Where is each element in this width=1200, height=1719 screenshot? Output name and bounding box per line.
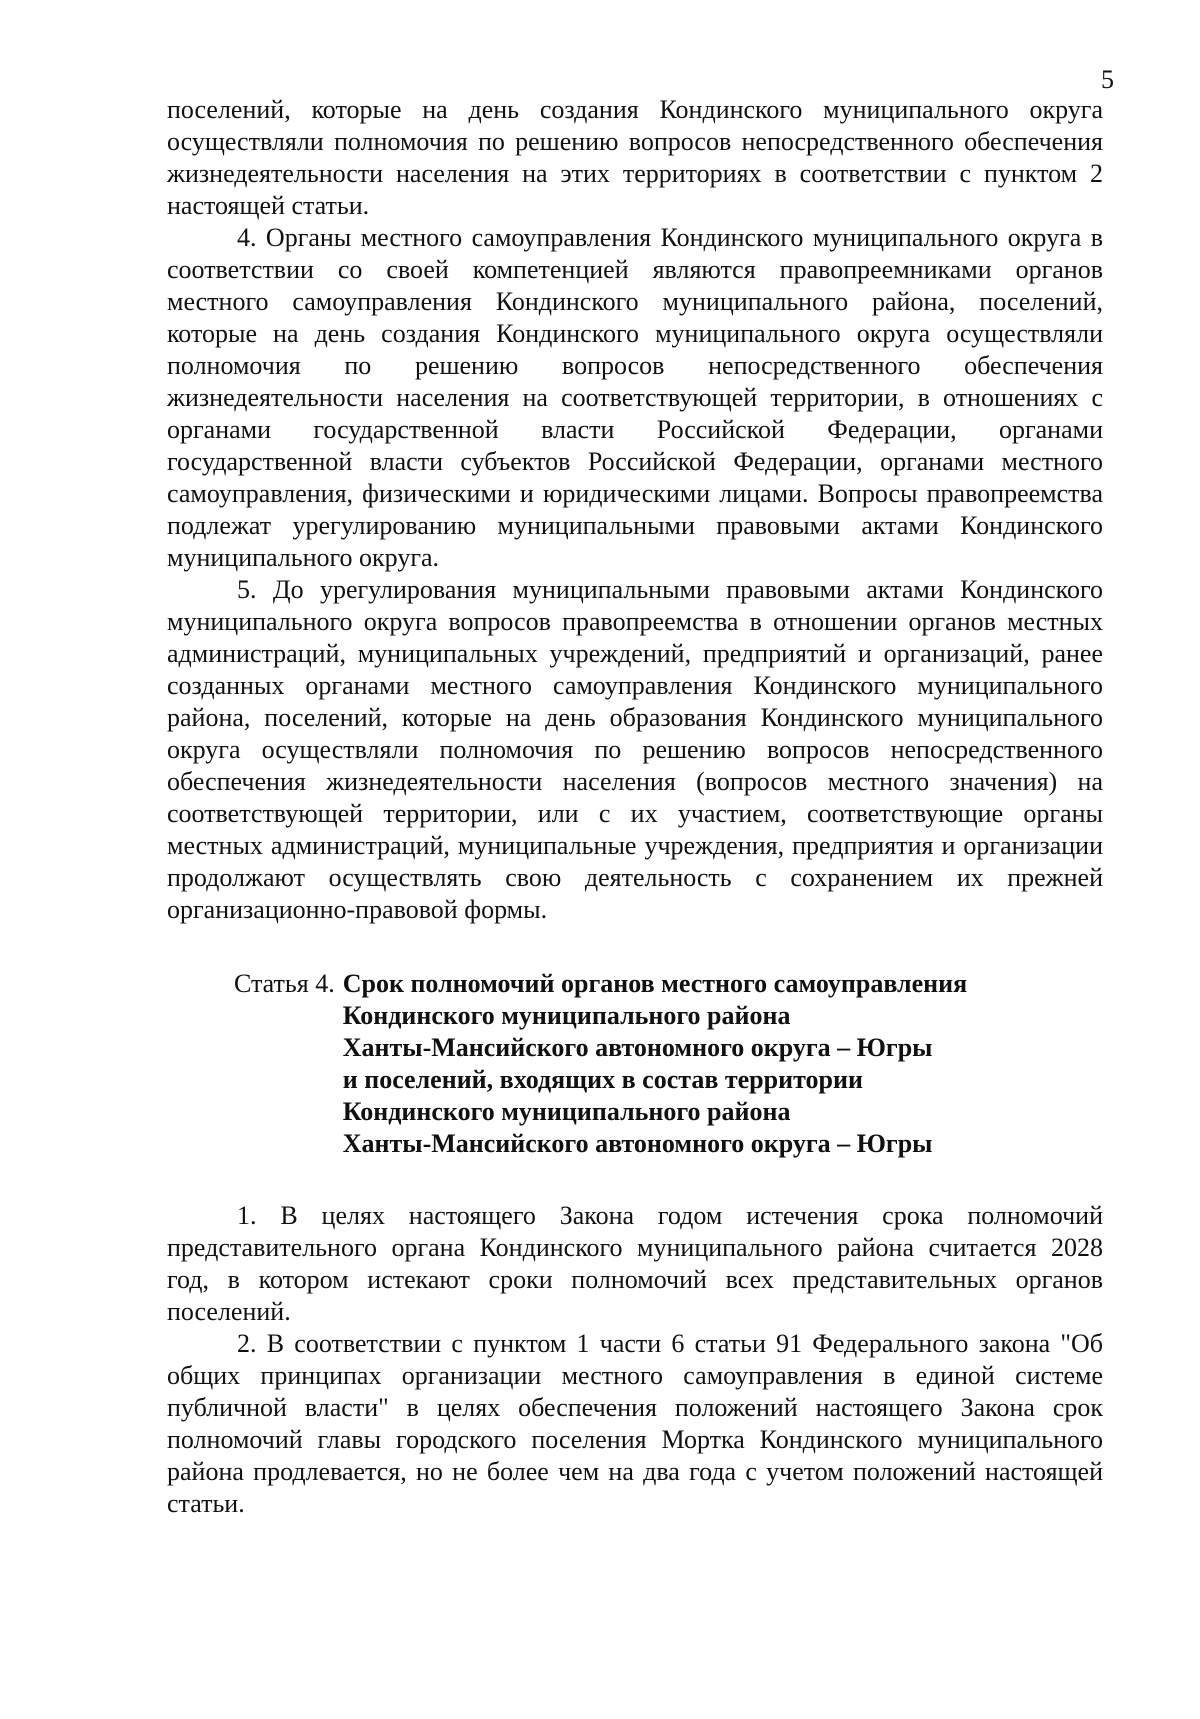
article-title-line: Ханты-Мансийского автономного округа – Югры — [342, 1033, 933, 1062]
article-title-line: Кондинского муниципального района — [342, 1097, 791, 1126]
article-title-line: Кондинского муниципального района — [342, 1001, 791, 1030]
article-paragraph-1: 1. В целях настоящего Закона годом истечения срока полномочий представительного органа Кондинского муниципального района считается 2028 год, в котором истекают сроки полномочий всех представительных органов поселений. — [167, 1201, 1103, 1326]
article-title — [343, 968, 967, 1160]
page-number: 5 — [1101, 65, 1114, 94]
article-label: Статья 4. — [234, 969, 335, 998]
paragraph-continuation: поселений, которые на день создания Кондинского муниципального округа осуществляли полномочия по решению вопросов непосредственного обеспечения жизнедеятельности населения на этих территориях в соответствии с пунктом 2 настоящей статьи. — [167, 95, 1103, 220]
paragraph-item-5: 5. До урегулирования муниципальными правовыми актами Кондинского муниципального округа вопросов правопреемства в отношении органов местных администраций, муниципальных учреждений, предприятий и организаций, ранее созданных органами местного самоуправления Кондинского муниципального района, поселений, которые на день образования Кондинского муниципального округа осуществляли полномочия по решению вопросов непосредственного обеспечения жизнедеятельности населения (вопросов местного значения) на соответствующей территории, или с их участием, соответствующие органы местных администраций, муниципальные учреждения, предприятия и организации продолжают осуществлять свою деятельность с сохранением их прежней организационно-правовой формы. — [167, 575, 1103, 924]
article-title-line: Ханты-Мансийского автономного округа – Югры — [342, 1129, 933, 1158]
document-body — [167, 94, 1103, 1520]
article-heading — [167, 968, 1103, 1160]
article-paragraph-2: 2. В соответствии с пунктом 1 части 6 статьи 91 Федерального закона "Об общих принципах организации местного самоуправления в единой системе публичной власти" в целях обеспечения положений настоящего Закона срок полномочий главы городского поселения Мортка Кондинского муниципального района продлевается, но не более чем на два года с учетом положений настоящей статьи. — [167, 1329, 1103, 1518]
article-title-line: Срок полномочий органов местного самоуправления — [342, 969, 968, 998]
paragraph-item-4: 4. Органы местного самоуправления Кондинского муниципального округа в соответствии со своей компетенцией являются правопреемниками органов местного самоуправления Кондинского муниципального района, поселений, которые на день создания Кондинского муниципального округа осуществляли полномочия по решению вопросов непосредственного обеспечения жизнедеятельности населения на соответствующей территории, в отношениях с органами государственной власти Российской Федерации, органами государственной власти субъектов Российской Федерации, органами местного самоуправления, физическими и юридическими лицами. Вопросы правопреемства подлежат урегулированию муниципальными правовыми актами Кондинского муниципального округа. — [167, 223, 1103, 572]
article-title-line: и поселений, входящих в состав территории — [342, 1065, 863, 1094]
